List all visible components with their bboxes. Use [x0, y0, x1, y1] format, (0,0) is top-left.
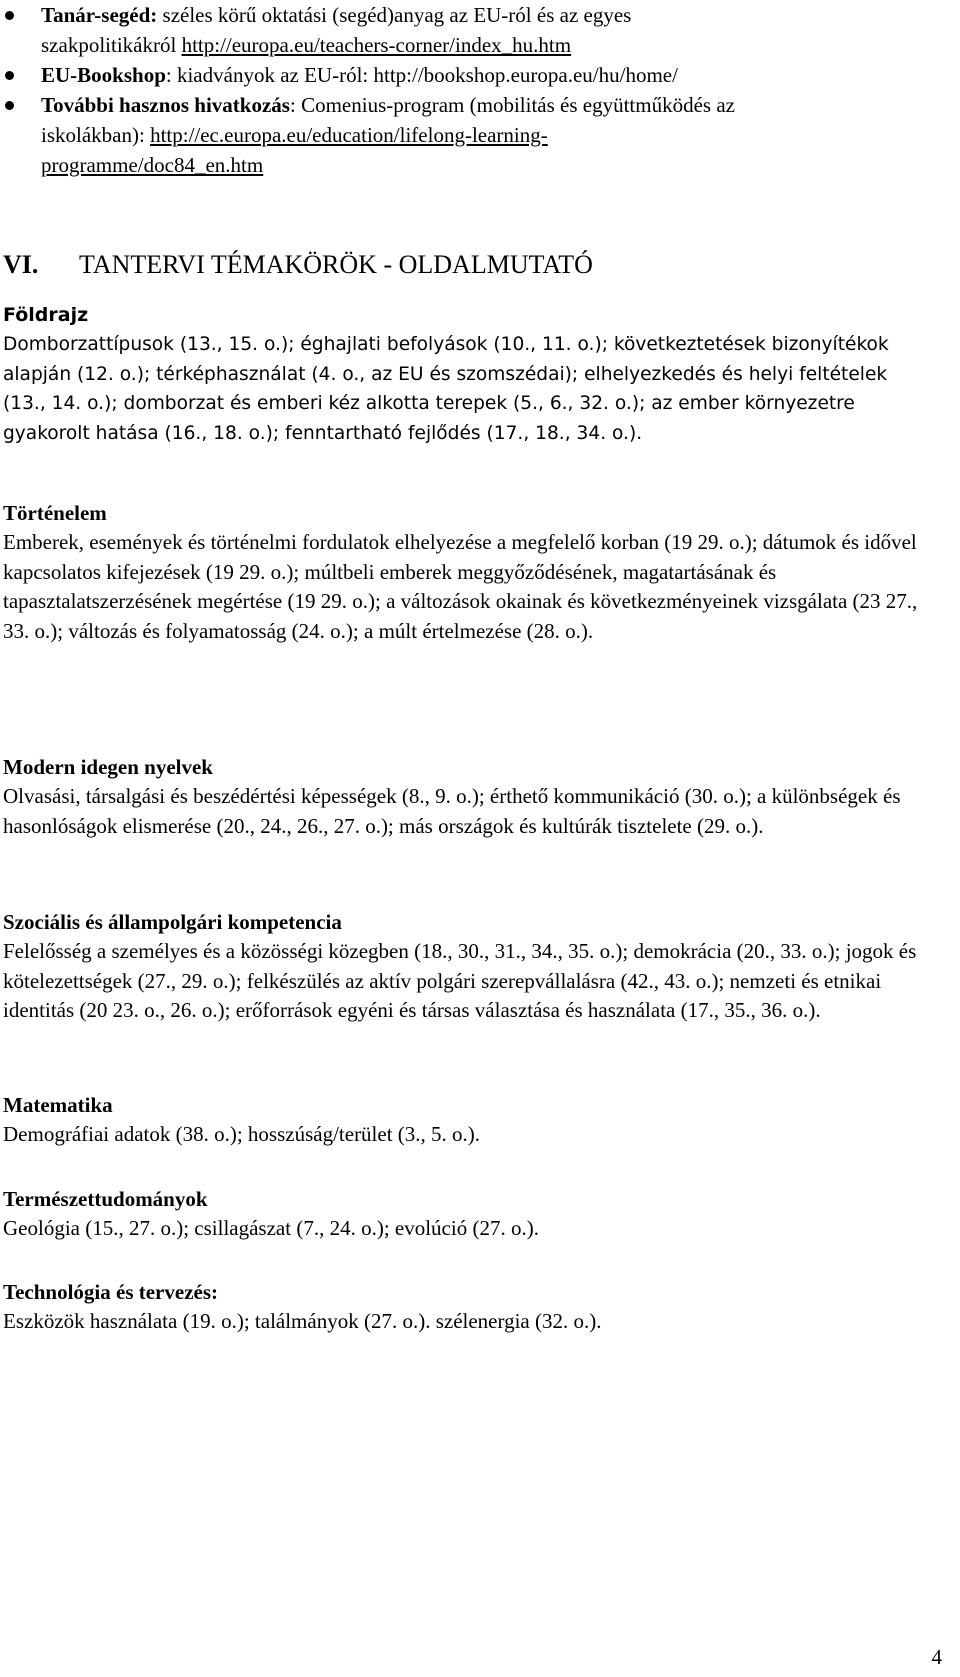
- subject-body: Emberek, események és történelmi fordulatok elhelyezése a megfelelő korban (19 29. o.); dátumok és idővel kapcsolatos kifejezések (19 29. o.); múltbeli emberek meggyőződésének, magatartásának és tapasztalatszerzésének megértése (19 29. o.); a változások okainak és következményeinek vizsgálata (23 27., 33. o.); változás és folyamatosság (24. o.); a múlt értelmezése (28. o.).: [3, 530, 918, 644]
- bullet-icon: [5, 71, 14, 80]
- subject-heading: Földrajz: [3, 304, 89, 326]
- subject-modern-languages: [3, 752, 923, 841]
- bullet-label: Tanár-segéd:: [41, 3, 158, 27]
- subject-technology: [3, 1277, 923, 1337]
- bullet-icon: [5, 11, 14, 20]
- subject-body: Olvasási, társalgási és beszédértési képességek (8., 9. o.); érthető kommunikáció (30. o.); a különbségek és hasonlóságok elismerése (20., 24., 26., 27. o.); más országok és kultúrák tisztelete (29. o.).: [3, 784, 901, 838]
- bullet-text: széles körű oktatási (segéd)anyag az EU-ról és az egyes szakpolitikákról: [41, 3, 632, 57]
- subject-heading: Technológia és tervezés:: [3, 1280, 219, 1304]
- subject-heading: Szociális és állampolgári kompetencia: [3, 910, 342, 934]
- bullet-icon: [5, 101, 14, 110]
- page-number: 4: [931, 1645, 942, 1669]
- bullet-label: EU-Bookshop: [41, 63, 166, 87]
- subject-geography: [3, 300, 923, 449]
- bullet-text: : Comenius-program (mobilitás és együttműködés az iskolákban):: [41, 93, 735, 147]
- section-title: TANTERVI TÉMAKÖRÖK - OLDALMUTATÓ: [79, 250, 593, 279]
- subject-body: Demográfiai adatok (38. o.); hosszúság/terület (3., 5. o.).: [3, 1122, 481, 1146]
- subject-heading: Modern idegen nyelvek: [3, 755, 213, 779]
- subject-body: Domborzattípusok (13., 15. o.); éghajlati befolyások (10., 11. o.); következtetések bizonyítékok alapján (12. o.); térképhasználat (4. o., az EU és szomszédai); elhelyezkedés és helyi feltételek (13., 14. o.); domborzat és emberi kéz alkotta terepek (5., 6., 32. o.); az ember környezetre gyakorolt hatása (16., 18. o.); fenntartható fejlődés (17., 18., 34. o.).: [3, 334, 889, 445]
- subject-heading: Történelem: [3, 501, 107, 525]
- subject-natural-sciences: [3, 1184, 923, 1244]
- bullet-label: További hasznos hivatkozás: [41, 93, 290, 117]
- comenius-link[interactable]: http://ec.europa.eu/education/lifelong-learning-programme/doc84_en.htm: [41, 123, 548, 177]
- section-heading: [3, 249, 593, 281]
- teachers-corner-link[interactable]: http://europa.eu/teachers-corner/index_hu.htm: [181, 33, 572, 57]
- subject-body: Geológia (15., 27. o.); csillagászat (7., 24. o.); evolúció (27. o.).: [3, 1216, 539, 1240]
- bullet-text: : kiadványok az EU-ról: http://bookshop.europa.eu/hu/home/: [165, 63, 678, 87]
- section-number: VI.: [3, 250, 39, 279]
- subject-heading: Matematika: [3, 1093, 113, 1117]
- subject-mathematics: [3, 1090, 923, 1150]
- subject-history: [3, 498, 923, 647]
- bullet-item-teachers-corner: [0, 0, 746, 60]
- bullet-item-comenius: [0, 90, 746, 180]
- subject-body: Felelősség a személyes és a közösségi közegben (18., 30., 31., 34., 35. o.); demokrácia (20., 33. o.); jogok és kötelezettségek (27., 29. o.); felkészülés az aktív polgári szerepvállalásra (42., 43. o.); nemzeti és etnikai identitás (20 23. o., 26. o.); erőforrások egyéni és társas választása és használata (17., 35., 36. o.).: [3, 939, 917, 1023]
- subject-heading: Természettudományok: [3, 1187, 208, 1211]
- subject-body: Eszközök használata (19. o.); találmányok (27. o.). szélenergia (32. o.).: [3, 1309, 602, 1333]
- resource-bullet-list: [0, 0, 960, 180]
- bullet-item-bookshop: [0, 60, 746, 90]
- subject-civic-competence: [3, 907, 923, 1026]
